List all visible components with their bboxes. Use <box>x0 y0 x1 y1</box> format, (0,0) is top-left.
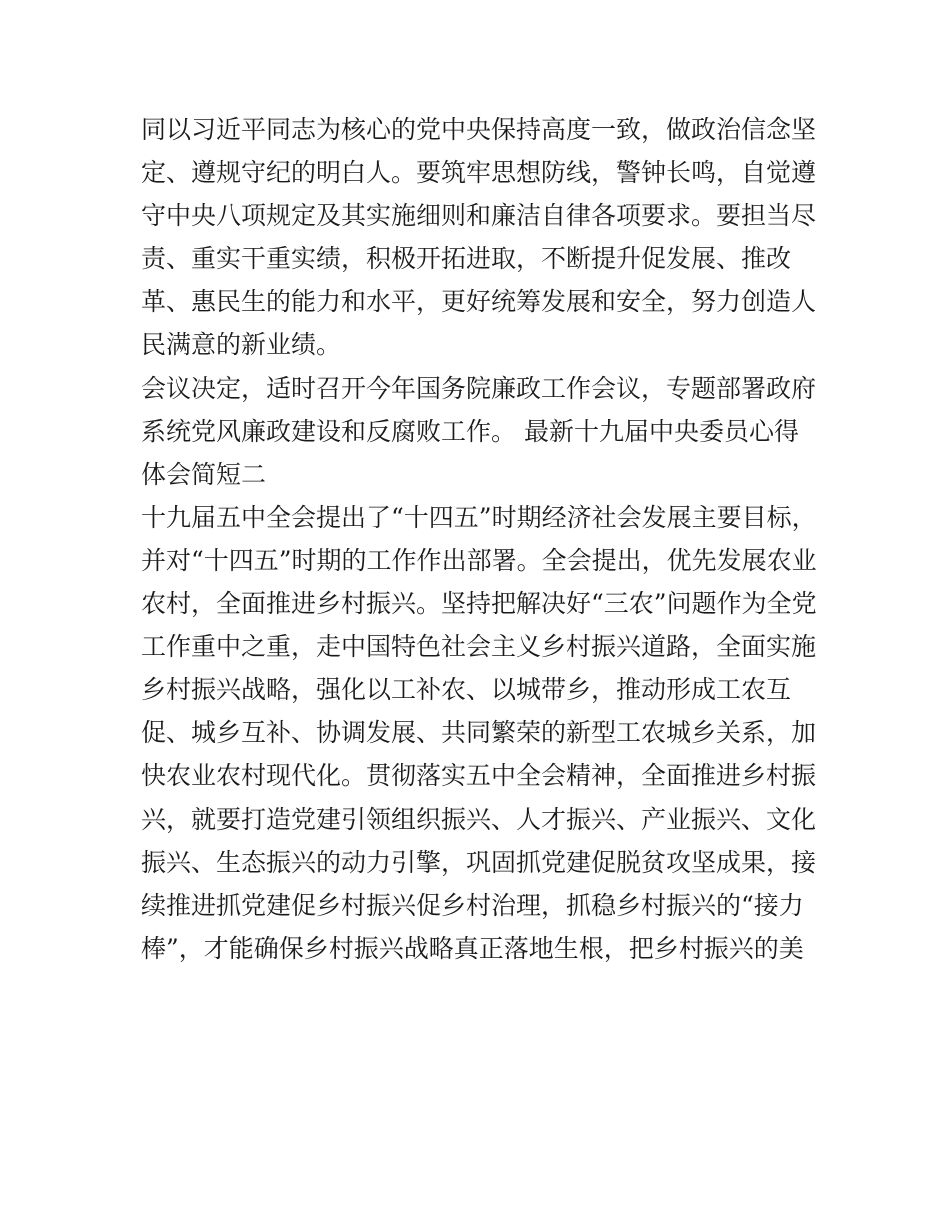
text-line: 责、重实干重实绩，积极开拓进取，不断提升促发展、推改 <box>141 244 792 274</box>
text-line: 定、遵规守纪的明白人。要筑牢思想防线，警钟长鸣，自觉遵 <box>141 158 817 188</box>
text-line: 体会简短二 <box>141 459 267 489</box>
text-line: 乡村振兴战略，强化以工补农、以城带乡，推动形成工农互 <box>141 675 792 705</box>
text-line: 守中央八项规定及其实施细则和廉洁自律各项要求。要担当尽 <box>141 201 817 231</box>
text-line: 棒”，才能确保乡村振兴战略真正落地生根，把乡村振兴的美 <box>141 933 804 963</box>
text-line: 续推进抓党建促乡村振兴促乡村治理，抓稳乡村振兴的“接力 <box>141 890 804 920</box>
text-line: 十九届五中全会提出了“十四五”时期经济社会发展主要目标， <box>141 502 817 532</box>
text-line: 民满意的新业绩。 <box>141 330 342 360</box>
text-line: 同以习近平同志为核心的党中央保持高度一致，做政治信念坚 <box>141 115 817 144</box>
text-line: 革、惠民生的能力和水平，更好统筹发展和安全，努力创造人 <box>141 287 817 317</box>
text-line: 农村，全面推进乡村振兴。坚持把解决好“三农”问题作为全党 <box>141 589 817 619</box>
text-line: 系统党风廉政建设和反腐败工作。 最新十九届中央委员心得 <box>141 416 799 446</box>
text-line: 工作重中之重，走中国特色社会主义乡村振兴道路，全面实施 <box>141 632 817 662</box>
text-line: 会议决定，适时召开今年国务院廉政工作会议，专题部署政府 <box>141 373 817 403</box>
text-line: 快农业农村现代化。贯彻落实五中全会精神，全面推进乡村振 <box>141 761 817 791</box>
text-line: 振兴、生态振兴的动力引擎，巩固抓党建促脱贫攻坚成果，接 <box>141 847 817 877</box>
text-line: 促、城乡互补、协调发展、共同繁荣的新型工农城乡关系，加 <box>141 718 817 748</box>
document-body <box>141 108 821 970</box>
text-line: 并对“十四五”时期的工作作出部署。全会提出，优先发展农业 <box>141 545 817 575</box>
text-line: 兴，就要打造党建引领组织振兴、人才振兴、产业振兴、文化 <box>141 804 817 834</box>
